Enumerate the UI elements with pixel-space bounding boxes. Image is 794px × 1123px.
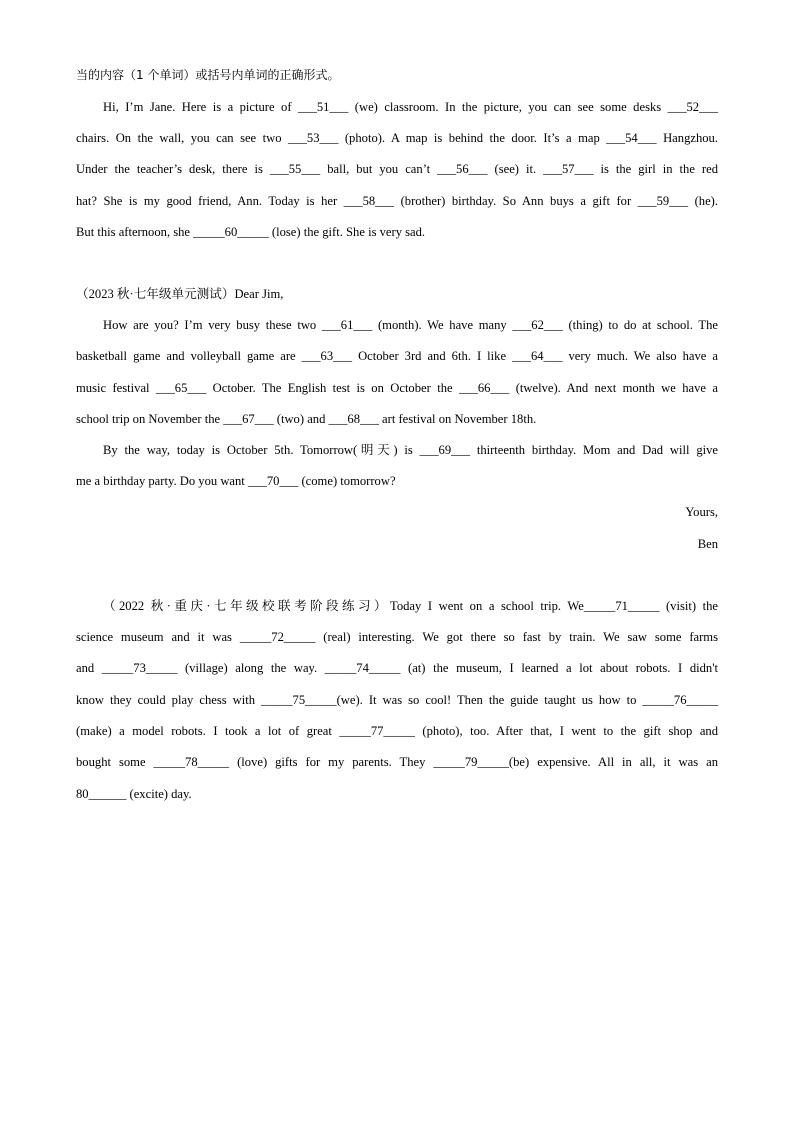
passage1-line: Hi, I’m Jane. Here is a picture of ___51___ (we) classroom. In the picture, you can see some desks ___52___ (103, 100, 718, 114)
letter-closing: Yours, (685, 505, 718, 519)
passage1-line: But this afternoon, she _____60_____ (lose) the gift. She is very sad. (76, 225, 426, 239)
passage1-line: Under the teacher’s desk, there is ___55___ ball, but you can’t ___56___ (see) it. ___57___ is the girl in the red (76, 162, 718, 176)
passage2-line: me a birthday party. Do you want ___70___ (come) tomorrow? (76, 474, 396, 488)
passage1-line: chairs. On the wall, you can see two ___53___ (photo). A map is behind the door. It’s a map ___54___ Hangzhou. (76, 131, 718, 145)
passage3-line: (make) a model robots. I took a lot of great _____77_____ (photo), too. After that, I went to the gift shop and (76, 724, 718, 738)
passage3-line: and _____73_____ (village) along the way. _____74_____ (at) the museum, I learned a lot about robots. I didn't (76, 661, 718, 675)
letter-signature: Ben (697, 537, 718, 551)
passage2-heading: （2023 秋·七年级单元测试）Dear Jim, (76, 287, 284, 301)
passage2-line: school trip on November the ___67___ (two) and ___68___ art festival on November 18th. (76, 412, 537, 426)
passage3-line: bought some _____78_____ (love) gifts for my parents. They _____79_____(be) expensive. All in all, it was an (76, 755, 718, 769)
passage2-line: music festival ___65___ October. The English test is on October the ___66___ (twelve). And next month we have a (76, 381, 718, 395)
passage3-line: know they could play chess with _____75_____(we). It was so cool! Then the guide taught us how to _____76_____ (76, 693, 718, 707)
passage3-line: science museum and it was _____72_____ (real) interesting. We got there so fast by train. We saw some farms (76, 630, 718, 644)
passage3-line: （2022 秋·重庆·七年级校联考阶段练习）Today I went on a school trip. We_____71_____ (visit) the (103, 599, 718, 613)
passage2-line: How are you? I’m very busy these two ___61___ (month). We have many ___62___ (thing) to do at school. The (103, 318, 718, 332)
passage2-line: By the way, today is October 5th. Tomorrow(明天) is ___69___ thirteenth birthday. Mom and Dad will give (103, 443, 718, 457)
passage1-line: hat? She is my good friend, Ann. Today is her ___58___ (brother) birthday. So Ann buys a gift for ___59___ (he). (76, 194, 718, 208)
instruction-line: 当的内容（1 个单词）或括号内单词的正确形式。 (76, 68, 340, 82)
passage2-line: basketball game and volleyball game are ___63___ October 3rd and 6th. I like ___64___ very much. We also have a (76, 349, 718, 363)
passage3-line: 80______ (excite) day. (76, 787, 192, 801)
